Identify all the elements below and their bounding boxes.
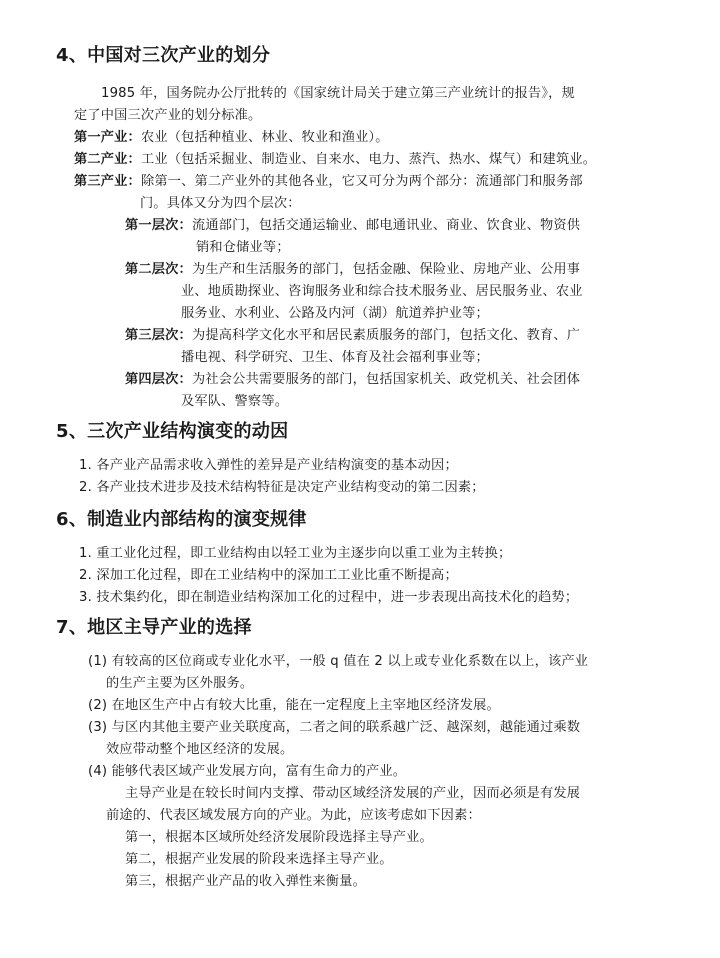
sec5-item-2: 2. 各产业技术进步及技术结构特征是决定产业结构变动的第二因素； — [79, 480, 485, 495]
tertiary-industry-line — [74, 172, 583, 192]
sec7-paragraph-line-1: 主导产业是在较长时间内支撑、带动区域经济发展的产业，因而必须是有发展 — [125, 786, 581, 801]
sec7-item-3-line-2: 效应带动整个地区经济的发展。 — [106, 742, 294, 757]
section-5-title: 5、三次产业结构演变的动因 — [56, 421, 289, 442]
level-3-text-2: 播电视、科学研究、卫生、体育及社会福利事业等； — [181, 350, 489, 365]
level-2-line — [125, 260, 580, 280]
level-1-label: 第一层次： — [125, 218, 192, 233]
sec7-paragraph-line-2: 前途的、代表区域发展方向的产业。为此，应该考虑如下因素： — [106, 808, 481, 823]
secondary-industry-line — [74, 150, 596, 170]
sec7-factor-3: 第三，根据产业产品的收入弹性来衡量。 — [125, 874, 366, 889]
level-4-text-1: 为社会公共需要服务的部门，包括国家机关、政党机关、社会团体 — [191, 372, 581, 387]
primary-industry-line — [74, 128, 389, 148]
sec7-item-2: (2) 在地区生产中占有较大比重，能在一定程度上主宰地区经济发展。 — [88, 698, 500, 713]
level-1-line — [125, 216, 580, 236]
tertiary-industry-text-2: 门。具体又分为四个层次： — [140, 196, 301, 211]
sec6-item-1: 1. 重工业化过程，即工业结构由以轻工业为主逐步向以重工业为主转换； — [79, 546, 512, 561]
sec6-item-2: 2. 深加工化过程，即在工业结构中的深加工工业比重不断提高； — [79, 568, 458, 583]
section-6-title: 6、制造业内部结构的演变规律 — [56, 509, 307, 530]
level-2-label: 第二层次： — [125, 262, 192, 277]
sec5-item-1: 1. 各产业产品需求收入弹性的差异是产业结构演变的基本动因； — [79, 458, 458, 473]
primary-industry-label: 第一产业： — [74, 130, 141, 145]
level-2-text-2: 业、地质勘探业、咨询服务业和综合技术服务业、居民服务业、农业 — [181, 284, 583, 299]
sec4-intro-line-2: 定了中国三次产业的划分标准。 — [74, 108, 262, 123]
level-3-text-1: 为提高科学文化水平和居民素质服务的部门，包括文化、教育、广 — [191, 328, 581, 343]
primary-industry-text: 农业（包括种植业、林业、牧业和渔业）。 — [140, 130, 389, 145]
tertiary-industry-text-1: 除第一、第二产业外的其他各业，它又可分为两个部分：流通部门和服务部 — [140, 174, 583, 189]
sec4-intro-line-1: 1985 年，国务院办公厅批转的《国家统计局关于建立第三产业统计的报告》，规 — [101, 86, 575, 101]
section-7-title: 7、地区主导产业的选择 — [56, 617, 252, 638]
secondary-industry-text: 工业（包括采掘业、制造业、自来水、电力、蒸汽、热水、煤气）和建筑业。 — [140, 152, 597, 167]
sec7-factor-1: 第一，根据本区域所处经济发展阶段选择主导产业。 — [125, 830, 433, 845]
section-4-title: 4、中国对三次产业的划分 — [56, 45, 271, 66]
level-3-line — [125, 326, 580, 346]
level-4-label: 第四层次： — [125, 372, 192, 387]
sec7-item-3-line-1: (3) 与区内其他主要产业关联度高，二者之间的联系越广泛、越深刻，越能通过乘数 — [88, 720, 581, 735]
sec7-item-4: (4) 能够代表区域产业发展方向，富有生命力的产业。 — [88, 764, 407, 779]
level-1-text-1: 流通部门，包括交通运输业、邮电通讯业、商业、饮食业、物资供 — [191, 218, 581, 233]
tertiary-industry-label: 第三产业： — [74, 174, 141, 189]
sec7-item-1-line-2: 的生产主要为区外服务。 — [106, 676, 254, 691]
sec7-factor-2: 第二，根据产业发展的阶段来选择主导产业。 — [125, 852, 393, 867]
level-1-text-2: 销和仓储业等； — [196, 240, 290, 255]
secondary-industry-label: 第二产业： — [74, 152, 141, 167]
level-4-text-2: 及军队、警察等。 — [181, 394, 289, 409]
sec6-item-3: 3. 技术集约化，即在制造业结构深加工化的过程中，进一步表现出高技术化的趋势； — [79, 590, 579, 605]
level-3-label: 第三层次： — [125, 328, 192, 343]
level-2-text-1: 为生产和生活服务的部门，包括金融、保险业、房地产业、公用事 — [191, 262, 581, 277]
level-2-text-3: 服务业、水利业、公路及内河（湖）航道养护业等； — [181, 306, 489, 321]
sec7-item-1-line-1: (1) 有较高的区位商或专业化水平，一般 q 值在 2 以上或专业化系数在以上，该产业 — [88, 654, 589, 669]
level-4-line — [125, 370, 580, 390]
